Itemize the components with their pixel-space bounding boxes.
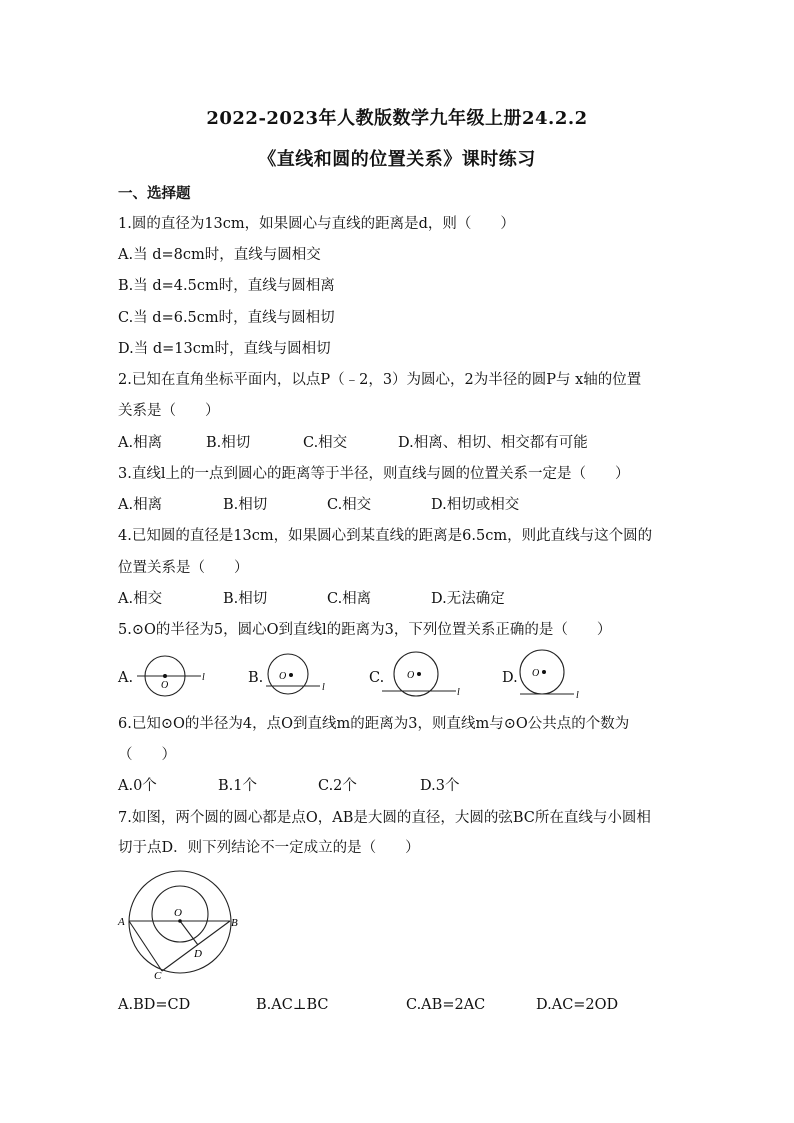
q6-option-a: A.0个 (118, 778, 157, 794)
title-line-1: 2022-2023年人教版数学九年级上册24.2.2 (206, 108, 588, 129)
q4-option-a: A.相交 (118, 591, 163, 607)
q5-d-line-label: l (576, 690, 579, 700)
q4-stem-line-2: 位置关系是（ ） (118, 560, 249, 576)
q1-option-c: C.当 d=6.5cm时，直线与圆相切 (118, 310, 335, 326)
q5-option-c-label: C. (369, 670, 385, 686)
q3-stem: 3.直线l上的一点到圆心的距离等于半径，则直线与圆的位置关系一定是（ ） (118, 466, 630, 482)
q4-stem-line-1: 4.已知圆的直径是13cm，如果圆心到某直线的距离是6.5cm，则此直线与这个圆的 (118, 528, 653, 544)
q1-option-b: B.当 d=4.5cm时，直线与圆相离 (118, 278, 335, 294)
q7-option-b: B.AC⊥BC (256, 997, 329, 1013)
q1-option-a: A.当 d=8cm时，直线与圆相交 (118, 247, 321, 263)
q4-option-b: B.相切 (223, 591, 268, 607)
q2-option-b: B.相切 (206, 435, 251, 451)
q5-d-center-label: O (532, 668, 540, 679)
q5-figure-c (380, 650, 470, 700)
q3-option-a: A.相离 (118, 497, 163, 513)
q7-label-o: O (174, 907, 182, 919)
q7-label-d: D (194, 948, 202, 960)
q3-option-b: B.相切 (223, 497, 268, 513)
q5-option-d-label: D. (502, 670, 518, 686)
q6-option-d: D.3个 (420, 778, 460, 794)
q7-figure (114, 868, 244, 980)
q2-option-a: A.相离 (118, 435, 163, 451)
q7-stem-line-1: 7.如图，两个圆的圆心都是点O，AB是大圆的直径，大圆的弦BC所在直线与小圆相 (118, 810, 651, 826)
q5-figure-a (133, 650, 213, 698)
q7-label-c: C (154, 970, 162, 980)
q5-figure-b (262, 650, 334, 698)
q2-stem-line-2: 关系是（ ） (118, 403, 220, 419)
q1-option-d: D.当 d=13cm时，直线与圆相切 (118, 341, 331, 357)
q5-a-line-label: l (202, 672, 205, 683)
q5-c-center-label: O (407, 670, 415, 681)
q4-option-c: C.相离 (327, 591, 372, 607)
q5-stem: 5.⊙O的半径为5，圆心O到直线l的距离为3，下列位置关系正确的是（ ） (118, 622, 612, 638)
q6-stem-line-1: 6.已知⊙O的半径为4，点O到直线m的距离为3，则直线m与⊙O公共点的个数为 (118, 716, 630, 732)
q7-option-a: A.BD=CD (118, 997, 191, 1013)
q5-b-line-label: l (322, 682, 325, 693)
q4-option-d: D.无法确定 (431, 591, 505, 607)
q3-option-d: D.相切或相交 (431, 497, 520, 513)
q7-stem-line-2: 切于点D．则下列结论不一定成立的是（ ） (118, 840, 420, 856)
q7-label-a: A (118, 916, 125, 928)
q2-stem-line-1: 2.已知在直角坐标平面内，以点P（﹣2，3）为圆心，2为半径的圆P与 x轴的位置 (118, 372, 642, 388)
q1-stem: 1.圆的直径为13cm，如果圆心与直线的距离是d，则（ ） (118, 216, 515, 232)
q6-option-c: C.2个 (318, 778, 357, 794)
q6-option-b: B.1个 (218, 778, 257, 794)
q5-a-center-label: O (161, 680, 169, 691)
q2-option-c: C.相交 (303, 435, 348, 451)
section-heading: 一、选择题 (118, 185, 191, 202)
q5-option-b-label: B. (248, 670, 264, 686)
q7-option-c: C.AB=2AC (406, 997, 486, 1013)
q5-option-a-label: A. (118, 670, 134, 686)
q3-option-c: C.相交 (327, 497, 372, 513)
q5-c-line-label: l (457, 687, 460, 698)
q7-label-b: B (231, 917, 238, 929)
q7-option-d: D.AC=2OD (536, 997, 619, 1013)
q5-figure-d (516, 648, 584, 700)
title-line-2: 《直线和圆的位置关系》课时练习 (258, 149, 536, 170)
q2-option-d: D.相离、相切、相交都有可能 (398, 435, 588, 451)
q6-stem-line-2: （ ） (118, 747, 176, 763)
q5-b-center-label: O (279, 671, 287, 682)
